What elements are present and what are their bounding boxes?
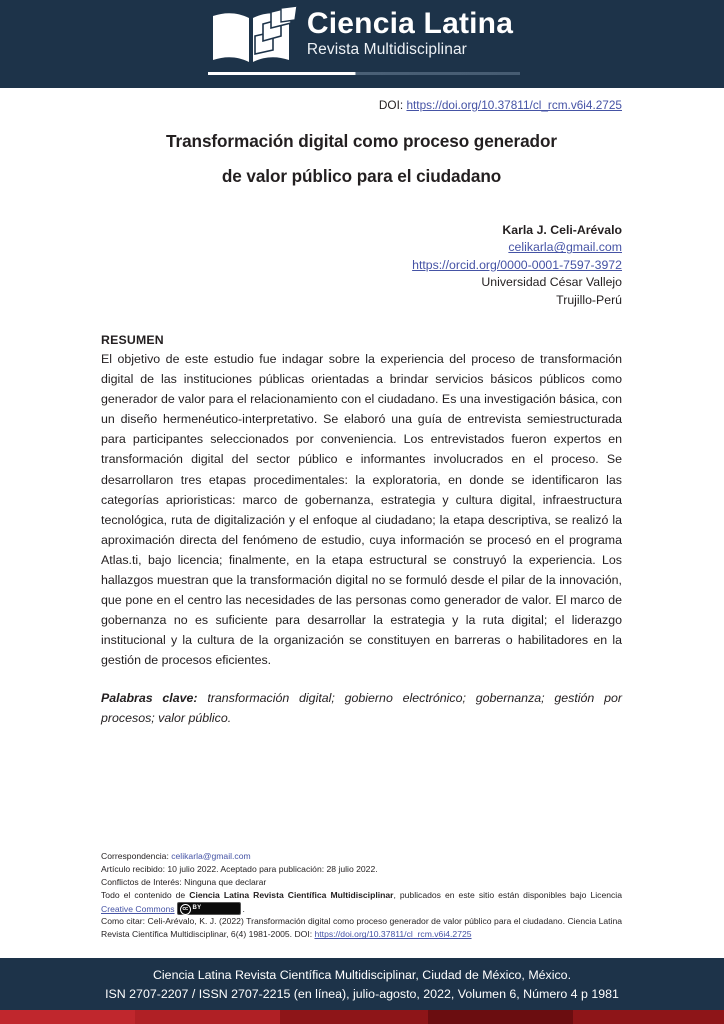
article-title-line-1: Transformación digital como proceso generador	[166, 131, 557, 151]
footnote-conflicts: Conflictos de Interés: Ninguna que declarar	[101, 876, 267, 887]
doi-link[interactable]: https://doi.org/10.37811/cl_rcm.v6i4.2725	[406, 98, 622, 112]
footer-strip-segment	[0, 1010, 135, 1024]
footnote-dates: Artículo recibido: 10 julio 2022. Aceptado para publicación: 28 julio 2022.	[101, 863, 378, 874]
license-journal-name: Ciencia Latina Revista Científica Multidisciplinar	[189, 889, 394, 900]
footer-strip-segment	[135, 1010, 280, 1024]
footer-color-strip	[0, 1010, 724, 1024]
cite-doi-link[interactable]: https://doi.org/10.37811/cl_rcm.v6i4.2725	[314, 929, 472, 940]
footnote-block	[101, 850, 622, 941]
footnote-license	[101, 889, 622, 916]
footer-line-1: Ciencia Latina Revista Científica Multidisciplinar, Ciudad de México, México.	[152, 968, 572, 982]
author-affiliation: Universidad César Vallejo	[481, 275, 622, 290]
keywords-terms: transformación digital; gobierno electrónico; gobernanza; gestión por procesos; valor público.	[101, 690, 622, 725]
journal-logo-text	[307, 6, 513, 59]
cc-by-glyph: BY	[192, 904, 202, 911]
correspondence-label: Correspondencia:	[101, 851, 172, 861]
keywords-line	[101, 688, 622, 728]
footnote-citation	[101, 915, 622, 941]
doi-line	[101, 98, 622, 112]
page-footer-band	[0, 958, 724, 1010]
author-location: Trujillo-Perú	[556, 292, 622, 307]
correspondence-email[interactable]: celikarla@gmail.com	[171, 851, 251, 861]
open-book-pages-icon	[211, 6, 297, 68]
doi-label: DOI:	[378, 98, 404, 112]
footer-strip-segment	[573, 1010, 724, 1024]
footer-strip-segment	[428, 1010, 573, 1024]
keywords-label: Palabras clave:	[101, 690, 198, 705]
abstract-heading: RESUMEN	[101, 333, 164, 347]
license-pre-text: Todo el contenido de	[101, 889, 190, 900]
cite-label: Como citar:	[101, 916, 148, 927]
creative-commons-badge-icon[interactable]	[177, 902, 241, 915]
license-end-text: .	[242, 903, 245, 914]
article-title	[101, 131, 622, 187]
cc-glyph: cc	[180, 904, 191, 915]
page-header-band	[0, 0, 724, 88]
footer-line-2: ISN 2707-2207 / ISSN 2707-2215 (en línea), julio-agosto, 2022, Volumen 6, Número 4 p 1981	[105, 987, 619, 1002]
journal-logo	[0, 6, 724, 68]
abstract-section	[101, 333, 622, 728]
author-email-link[interactable]: celikarla@gmail.com	[508, 240, 622, 255]
license-post-text: , publicados en este sitio están disponibles bajo Licencia	[393, 889, 622, 900]
author-name: Karla J. Celi-Arévalo	[502, 223, 622, 237]
journal-title: Ciencia Latina	[306, 7, 514, 40]
author-block	[101, 222, 622, 309]
cite-text: Celi-Arévalo, K. J. (2022) Transformación digital como proceso generador de valor público para el ciudadano. Ciencia Latina Revista Científica Multidisciplinar, 6(4) 1981-2005. DOI:	[101, 916, 623, 940]
footnote-correspondence	[101, 850, 622, 863]
article-title-line-2: de valor público para el ciudadano	[221, 166, 502, 187]
logo-divider-rule	[208, 72, 520, 75]
author-orcid-link[interactable]: https://orcid.org/0000-0001-7597-3972	[412, 257, 622, 272]
creative-commons-link[interactable]: Creative Commons	[101, 903, 175, 914]
journal-subtitle: Revista Multidisciplinar	[306, 40, 467, 58]
footer-strip-segment	[280, 1010, 428, 1024]
abstract-text: El objetivo de este estudio fue indagar sobre la experiencia del proceso de transformación digital de las instituciones públicas orientadas a brindar servicios básicos públicos como generador de valor para el relacionamiento con el ciudadano. Es una investigación básica, con un diseño hermenéutico-interpretativo. Se elaboró una guía de entrevista semiestructurada para participantes seleccionados por conveniencia. Los entrevistados fueron expertos en transformación digital del sector público e informantes involucrados en el proceso. Se desarrollaron tres etapas procedimentales: la exploratoria, en donde se identificaron las categorías aprioristicas: marco de gobernanza, estrategia y cultura digital, infraestructura tecnológica, ruta de digitalización y el enfoque al ciudadano; la etapa descriptiva, se realizó la aproximación directa del fenómeno de estudio, cuya información se procesó en el programa Atlas.ti, bajo licencia; finalmente, en la etapa estructural se construyó la experiencia. Los hallazgos muestran que la transformación digital no se formuló desde el pilar de la innovación, que pone en el centro las necesidades de las personas como generador de valor. El marco de gobernanza no es suficiente para desarrollar la estrategia y la ruta digital; el liderazgo institucional y la cultura de la organización se constituyen en barreras o habilitadores en la gestión de procesos eficientes.	[101, 352, 622, 668]
